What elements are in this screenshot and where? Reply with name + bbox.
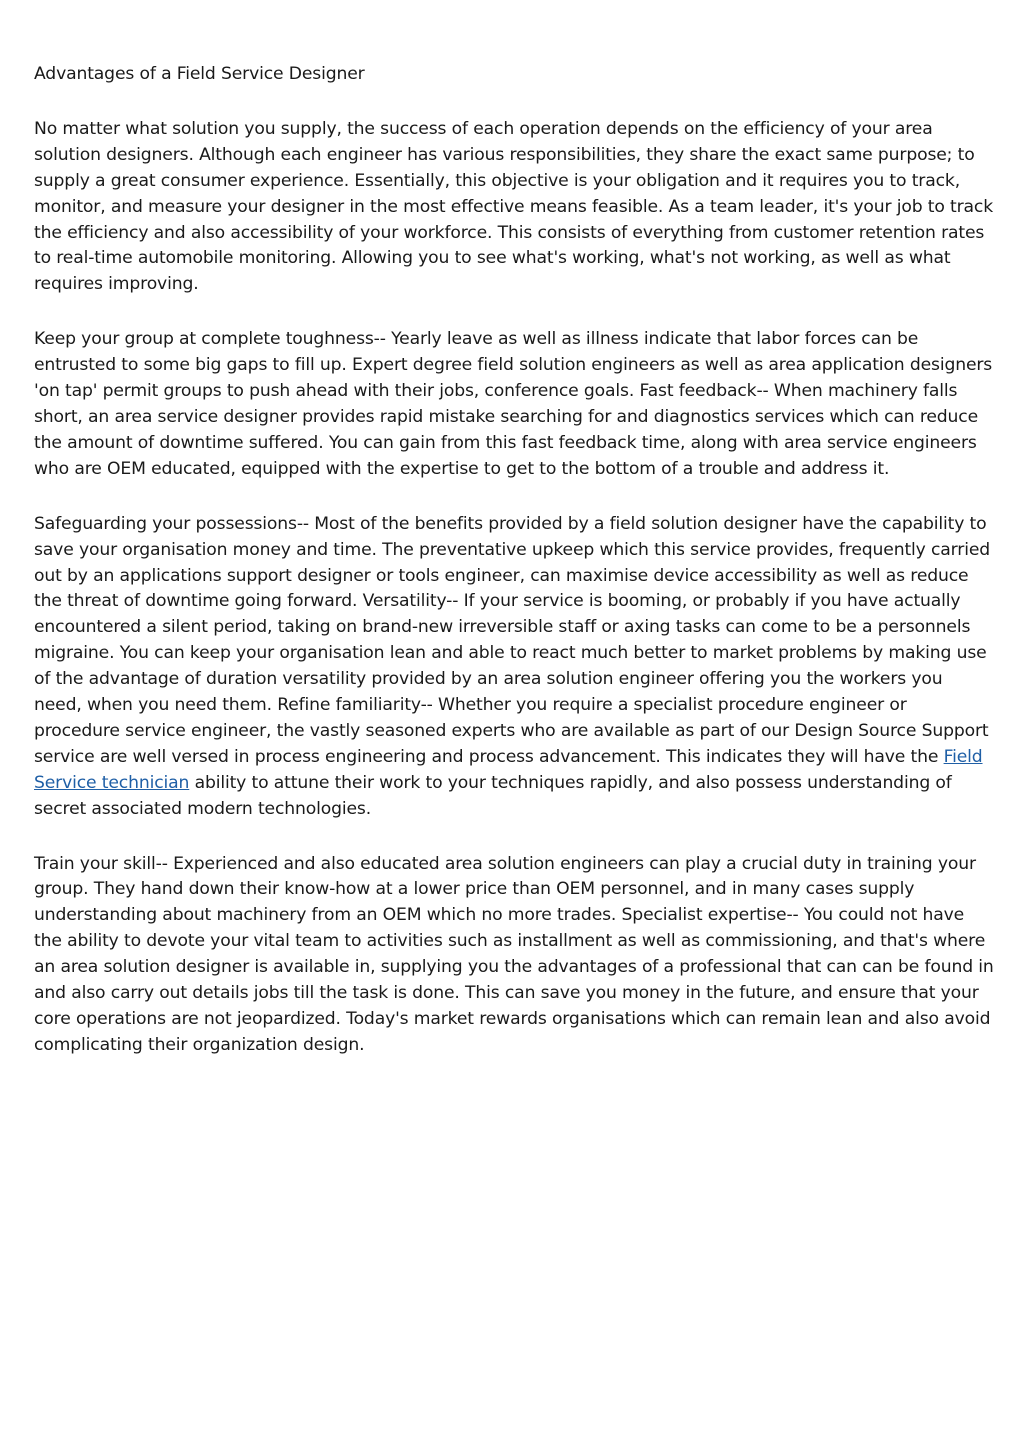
paragraph-intro: No matter what solution you supply, the success of each operation depends on the efficiency of your area solution designers. Although each engineer has various responsibilities, they share the exact same purpose; to supply a great consumer experience. Essentially, this objective is your obligation and it requires you to track, monitor, and measure your designer in the most effective means feasible. As a team leader, it's your job to track the efficiency and also accessibility of your workforce. This consists of everything from customer retention rates to real-time automobile monitoring. Allowing you to see what's working, what's not working, as well as what requires improving. — [34, 118, 994, 295]
paragraph-safeguarding — [34, 512, 994, 823]
paragraph-toughness: Keep your group at complete toughness-- Yearly leave as well as illness indicate that labor forces can be entrusted to some big gaps to fill up. Expert degree field solution engineers as well as area application designers 'on tap' permit groups to push ahead with their jobs, conference goals. Fast feedback-- When machinery falls short, an area service designer provides rapid mistake searching for and diagnostics services which can reduce the amount of downtime suffered. You can gain from this fast feedback time, along with area service engineers who are OEM educated, equipped with the expertise to get to the bottom of a trouble and address it. — [34, 329, 993, 479]
paragraph-train-skill: Train your skill-- Experienced and also educated area solution engineers can play a crucial duty in training your group. They hand down their know-how at a lower price than OEM personnel, and in many cases supply understanding about machinery from an OEM which no more trades. Specialist expertise-- You could not have the ability to devote your vital team to activities such as installment as well as commissioning, and that's where an area solution designer is available in, supplying you the advantages of a professional that can can be found in and also carry out details jobs till the task is done. This can save you money in the future, and ensure that your core operations are not jeopardized. Today's market rewards organisations which can remain lean and also avoid complicating their organization design. — [34, 853, 994, 1055]
field-service-technician-link[interactable]: Field Service technician — [34, 746, 983, 793]
document-page — [34, 62, 994, 1088]
paragraph-safeguarding-text-after: ability to attune their work to your techniques rapidly, and also possess understanding of secret associated modern technologies. — [34, 772, 952, 819]
document-title: Advantages of a Field Service Designer — [34, 64, 365, 84]
paragraph-safeguarding-text-before: Safeguarding your possessions-- Most of the benefits provided by a field solution designer have the capability to save your organisation money and time. The preventative upkeep which this service provides, frequently carried out by an applications support designer or tools engineer, can maximise device accessibility as well as reduce the threat of downtime going forward. Versatility-- If your service is booming, or probably if you have actually encountered a silent period, taking on brand-new irreversible staff or axing tasks can come to be a personnels migraine. You can keep your organisation lean and able to react much better to market problems by making use of the advantage of duration versatility provided by an area solution engineer offering you the workers you need, when you need them. Refine familiarity-- Whether you require a specialist procedure engineer or procedure service engineer, the vastly seasoned experts who are available as part of our Design Source Support service are well versed in process engineering and process advancement. This indicates they will have the — [34, 513, 991, 767]
